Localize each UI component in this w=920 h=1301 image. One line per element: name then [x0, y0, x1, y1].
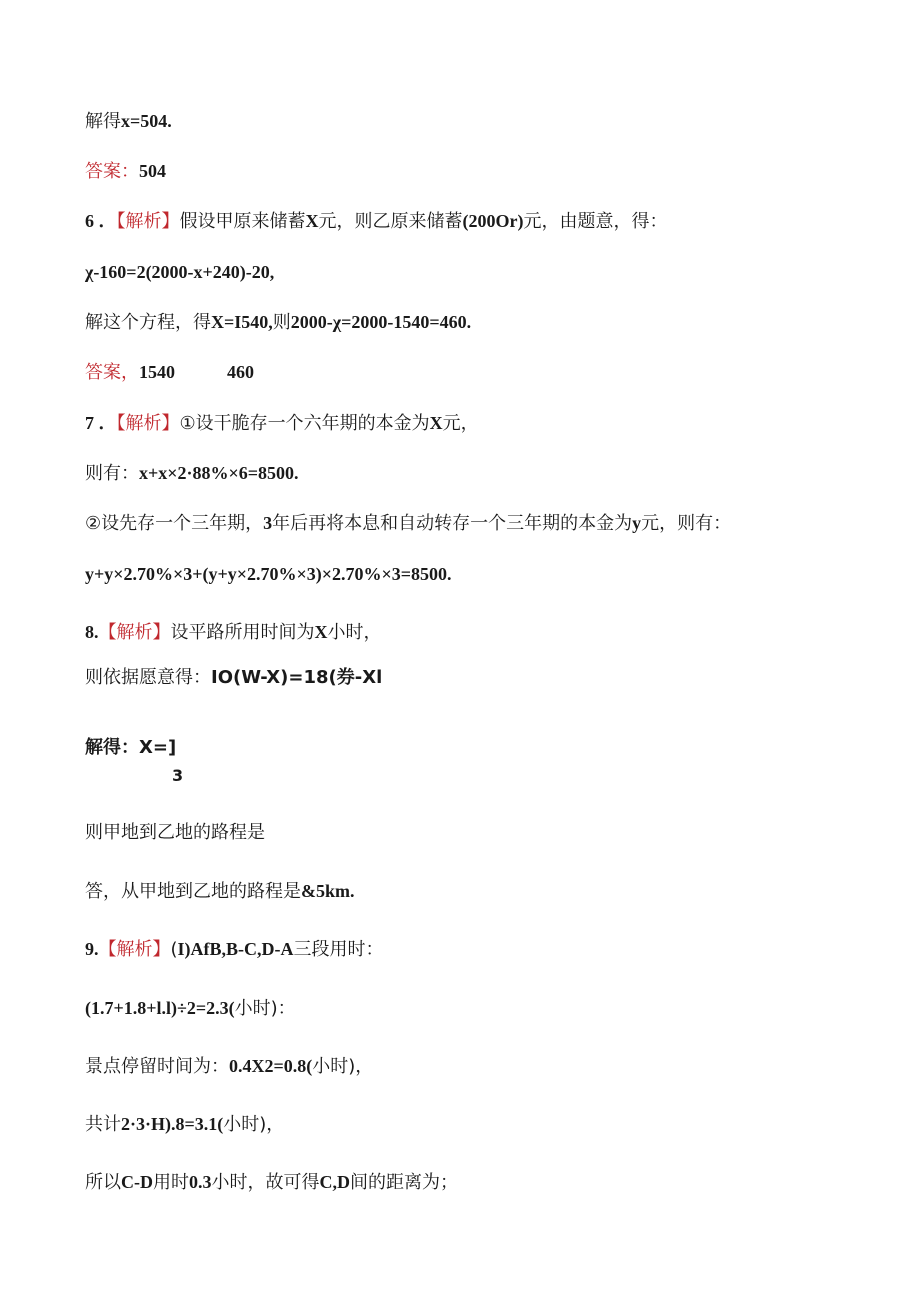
problem-8-analysis: 8.【解析】设平路所用时间为X小时，: [85, 622, 382, 643]
problem-number: 9: [85, 939, 94, 959]
answer-line: 答案：504: [85, 161, 166, 182]
equation-line: 则依据愿意得：IO(W-X)=18(券-Xl: [85, 667, 383, 688]
equation-line: 则有：x+x×2·88%×6=8500.: [85, 463, 299, 484]
problem-9-analysis: 9.【解析】(I)AfB,B-C,D-A三段用时：: [85, 939, 384, 960]
text-line: ②设先存一个三年期，3年后再将本息和自动转存一个三年期的本金为y元，则有：: [85, 513, 732, 534]
analysis-tag: 【解析】: [116, 211, 180, 232]
answer-line: 答案，1540 460: [85, 362, 254, 383]
problem-number: 7 ．: [85, 413, 117, 433]
analysis-tag: 【解析】: [116, 413, 180, 434]
equation-line: (1.7+1.8+l.l)÷2=2.3(小时)：: [85, 998, 296, 1019]
equation-line: y+y×2.70%×3+(y+y×2.70%×3)×2.70%×3=8500.: [85, 564, 452, 584]
solution-line: 解这个方程，得X=I540,则2000-χ=2000-1540=460.: [85, 312, 472, 333]
equation-line: χ-160=2(2000-x+240)-20,: [85, 262, 275, 282]
problem-number: 6 ．: [85, 211, 117, 231]
problem-number: 8: [85, 622, 94, 642]
solution-line: 解得x=504.: [85, 111, 172, 132]
answer-line: 答，从甲地到乙地的路程是&5km.: [85, 881, 355, 902]
fraction-denominator: 3: [172, 766, 184, 785]
problem-6-analysis: 6 ．【解析】假设甲原来储蓄X元，则乙原来储蓄(200Or)元，由题意，得：: [85, 211, 668, 232]
analysis-tag: 【解析】: [98, 939, 171, 960]
equation-line: 景点停留时间为：0.4X2=0.8(小时)，: [85, 1056, 374, 1077]
analysis-tag: 【解析】: [98, 622, 171, 643]
answer-label: 答案，: [85, 362, 139, 383]
problem-7-analysis: 7 ．【解析】①设干脆存一个六年期的本金为X元，: [85, 413, 479, 434]
text-line: 所以C-D用时0.3小时，故可得C,D间的距离为；: [85, 1172, 458, 1193]
text-line: 则甲地到乙地的路程是: [85, 822, 265, 843]
equation-line: 共计2·3·H).8=3.1(小时)，: [85, 1114, 285, 1135]
solution-line: 解得：X=]: [85, 737, 177, 758]
answer-label: 答案：: [85, 161, 139, 182]
